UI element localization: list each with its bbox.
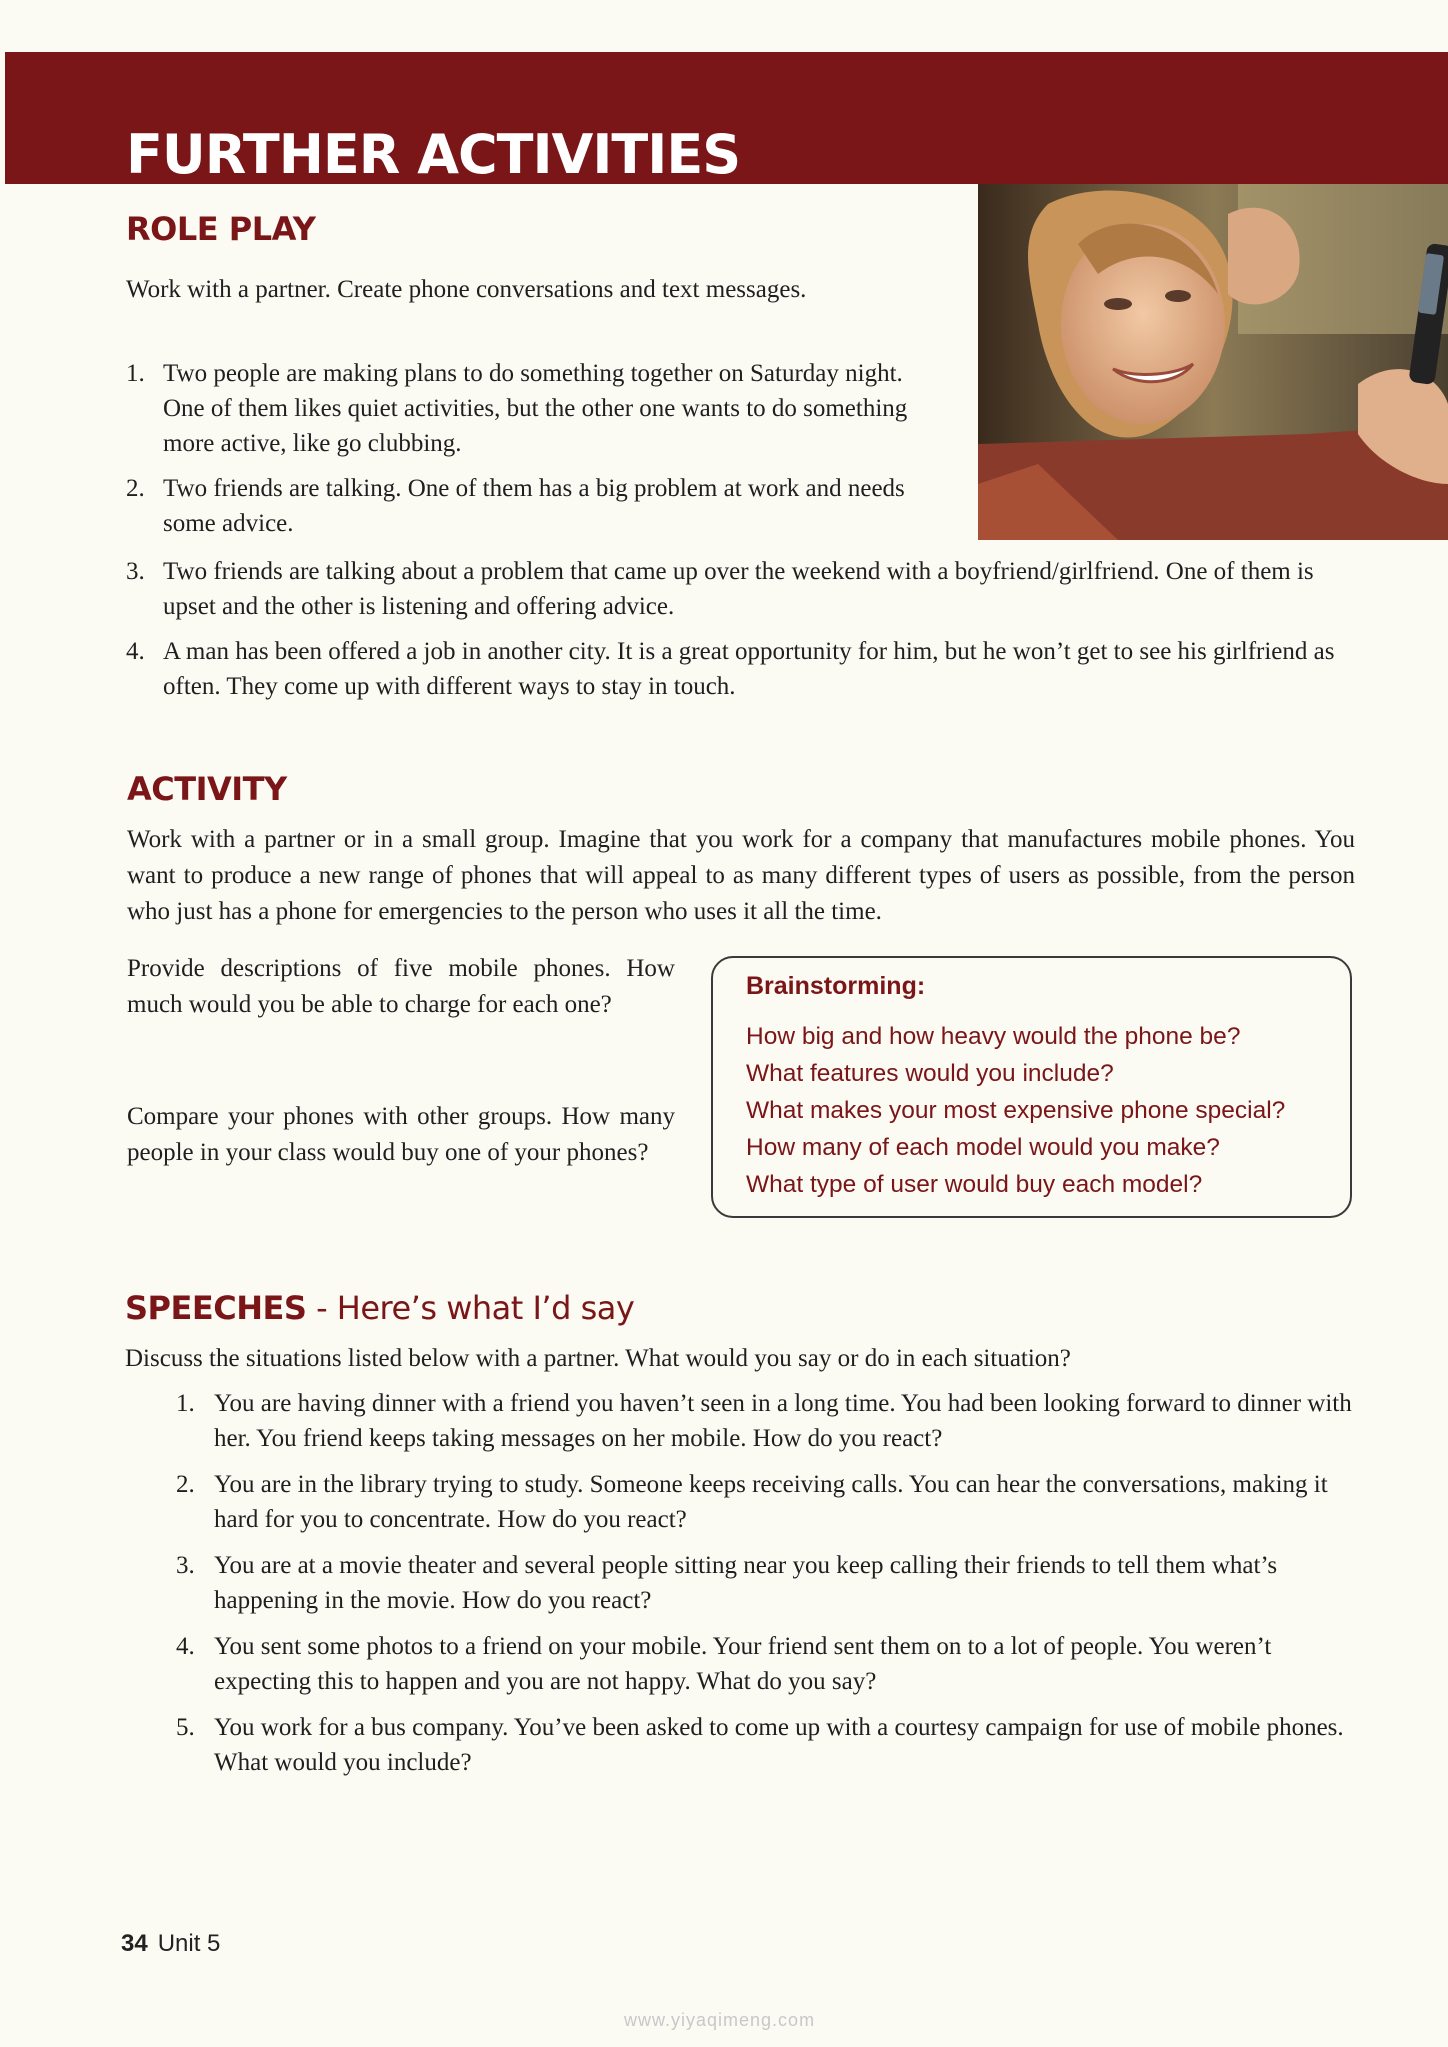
brainstorm-question: How big and how heavy would the phone be? xyxy=(746,1023,1241,1050)
brainstorm-question: What type of user would buy each model? xyxy=(746,1171,1203,1198)
list-item xyxy=(126,356,946,461)
item-text: Two friends are talking about a problem that came up over the weekend with a boyfriend/girlfriend. One of them is upset and the other is listening and offering advice. xyxy=(163,558,1314,620)
unit-label: Unit 5 xyxy=(157,1930,221,1957)
item-number: 3. xyxy=(176,1552,195,1579)
item-text: Two friends are talking. One of them has a big problem at work and needs some advice. xyxy=(163,475,905,537)
role-play-list-b xyxy=(126,554,1366,714)
item-number: 2. xyxy=(126,475,145,502)
list-item xyxy=(176,1467,1366,1537)
title-banner xyxy=(5,52,1448,184)
activity-task-describe: Provide descriptions of five mobile phones. How much would you be able to charge for each one? xyxy=(127,955,675,1018)
list-item xyxy=(126,554,1366,624)
speeches-title: SPEECHES xyxy=(125,1289,307,1327)
brainstorming-title: Brainstorming: xyxy=(746,972,926,1000)
item-text: You are at a movie theater and several people sitting near you keep calling their friends to tell them what’s happening in the movie. How do you react? xyxy=(214,1552,1278,1614)
item-text: A man has been offered a job in another city. It is a great opportunity for him, but he won’t get to see his girlfriend as often. They come up with different ways to stay in touch. xyxy=(163,638,1335,700)
item-text: You work for a bus company. You’ve been asked to come up with a courtesy campaign for use of mobile phones. What would you include? xyxy=(214,1714,1344,1776)
list-item xyxy=(126,634,1366,704)
page-footer xyxy=(121,1930,220,1958)
role-play-intro: Work with a partner. Create phone conversations and text messages. xyxy=(126,276,807,303)
role-play-list-a xyxy=(126,356,946,551)
activity-heading: ACTIVITY xyxy=(127,770,287,808)
speeches-list xyxy=(176,1386,1366,1791)
list-item xyxy=(176,1386,1366,1456)
item-number: 1. xyxy=(176,1390,195,1417)
item-text: Two people are making plans to do something together on Saturday night. One of them likes quiet activities, but the other one wants to do something more active, like go clubbing. xyxy=(163,360,908,457)
item-number: 3. xyxy=(126,558,145,585)
page-number: 34 xyxy=(121,1930,148,1957)
page-title: FURTHER ACTIVITIES xyxy=(126,123,741,186)
list-item xyxy=(176,1629,1366,1699)
speeches-subtitle: - Here’s what I’d say xyxy=(306,1289,635,1327)
brainstorm-question: How many of each model would you make? xyxy=(746,1134,1220,1161)
brainstorming-questions xyxy=(746,1018,1285,1203)
list-item xyxy=(176,1710,1366,1780)
role-play-heading: ROLE PLAY xyxy=(126,210,316,248)
brainstorm-question: What features would you include? xyxy=(746,1060,1114,1087)
item-number: 5. xyxy=(176,1714,195,1741)
watermark: www.yiyaqimeng.com xyxy=(624,2010,816,2030)
list-item xyxy=(126,471,946,541)
brainstorming-box xyxy=(711,956,1352,1218)
activity-intro: Work with a partner or in a small group. Imagine that you work for a company that manufactures mobile phones. You want to produce a new range of phones that will appeal to as many different types of users as possible, from the person who just has a phone for emergencies to the person who uses it all the time. xyxy=(127,826,1355,925)
speeches-heading xyxy=(125,1289,634,1327)
photo-illustration xyxy=(978,184,1448,540)
list-item xyxy=(176,1548,1366,1618)
item-number: 4. xyxy=(176,1633,195,1660)
item-number: 2. xyxy=(176,1471,195,1498)
brainstorm-question: What makes your most expensive phone special? xyxy=(746,1097,1286,1124)
activity-task-compare: Compare your phones with other groups. How many people in your class would buy one of your phones? xyxy=(127,1103,675,1166)
item-number: 1. xyxy=(126,360,145,387)
item-text: You are in the library trying to study. Someone keeps receiving calls. You can hear the conversations, making it hard for you to concentrate. How do you react? xyxy=(214,1471,1328,1533)
item-number: 4. xyxy=(126,638,145,665)
item-text: You sent some photos to a friend on your mobile. Your friend sent them on to a lot of people. You weren’t expecting this to happen and you are not happy. What do you say? xyxy=(214,1633,1272,1695)
speeches-intro: Discuss the situations listed below with a partner. What would you say or do in each situation? xyxy=(125,1345,1071,1372)
item-text: You are having dinner with a friend you haven’t seen in a long time. You had been looking forward to dinner with her. You friend keeps taking messages on her mobile. How do you react? xyxy=(214,1390,1352,1452)
photo-girl-with-phone xyxy=(978,184,1448,540)
